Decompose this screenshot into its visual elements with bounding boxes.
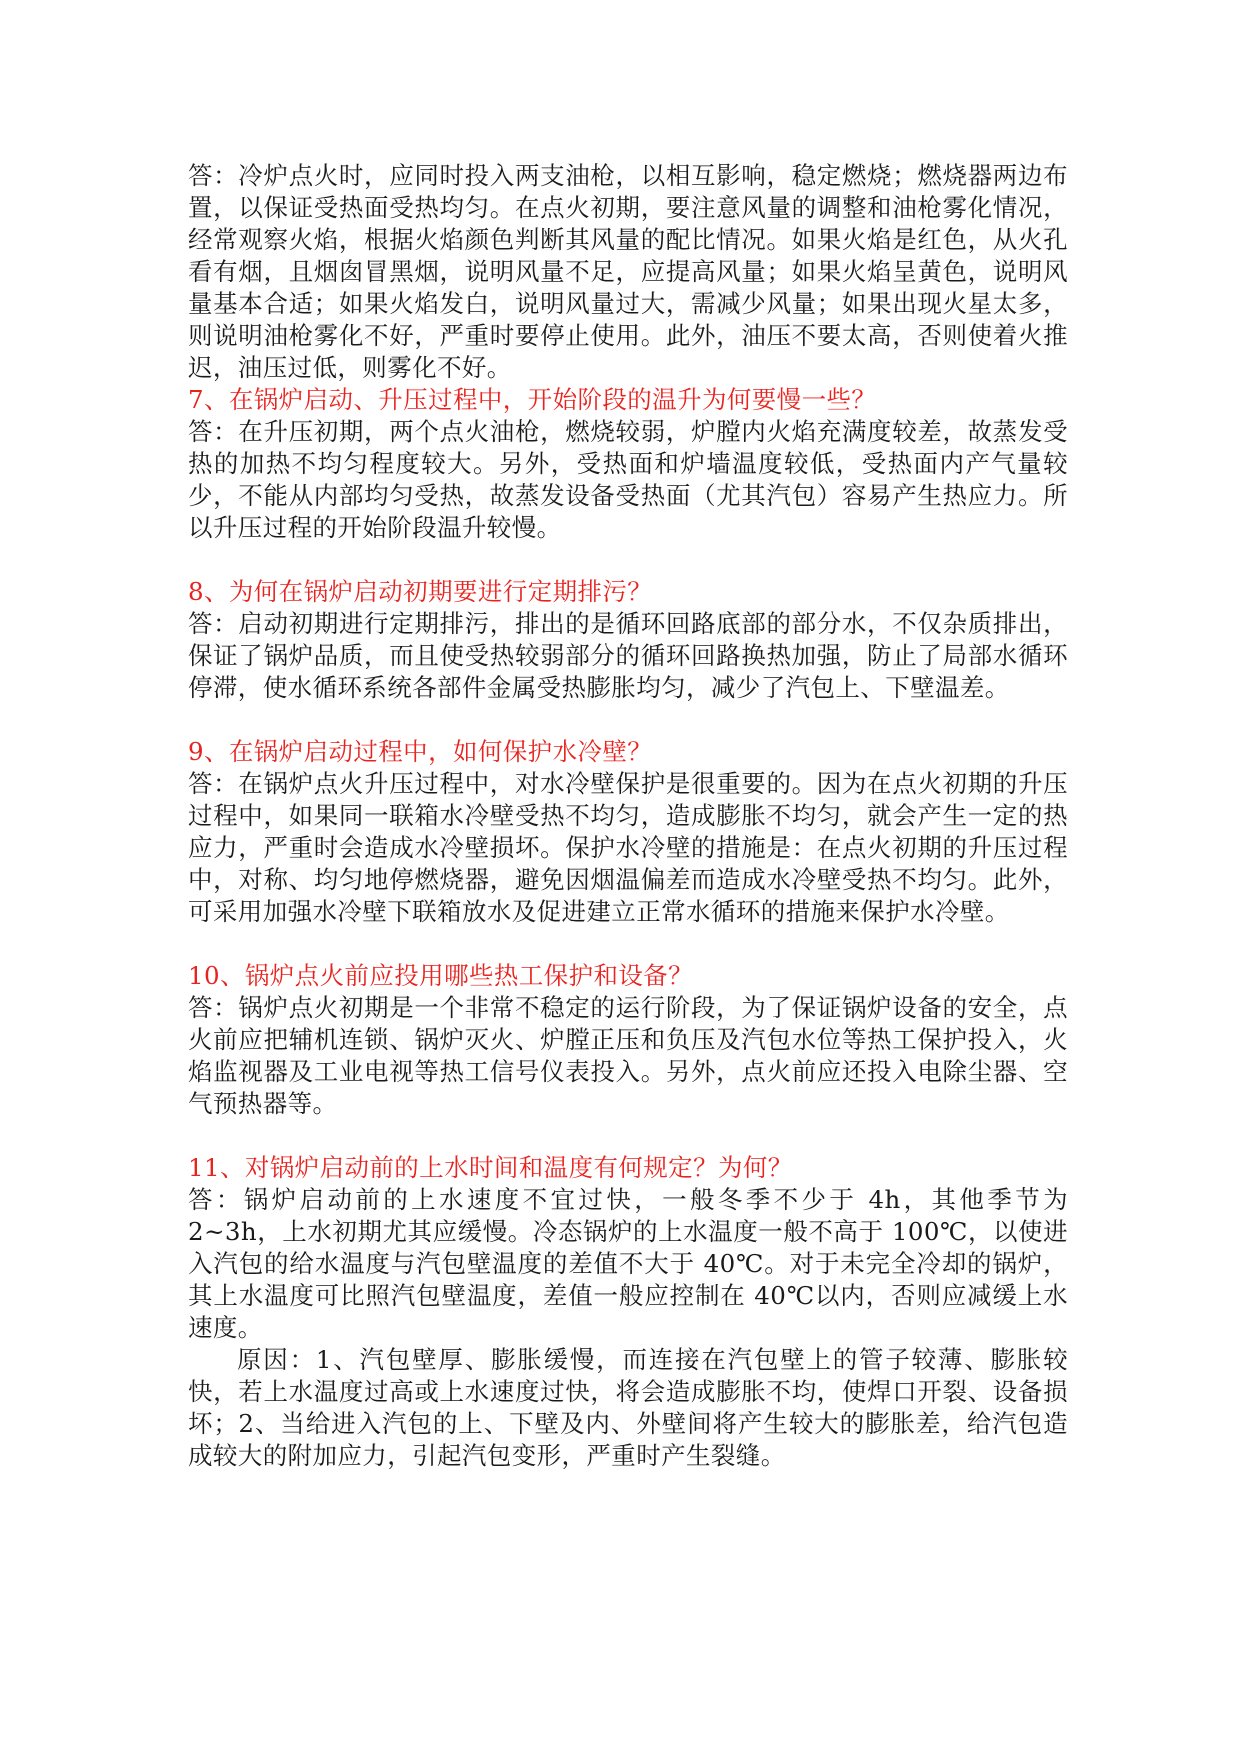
- paragraph-gap: [188, 1120, 1068, 1152]
- answer-11: 答：锅炉启动前的上水速度不宜过快，一般冬季不少于 4h，其他季节为 2~3h，上水初期尤其应缓慢。冷态锅炉的上水温度一般不高于 100℃，以使进入汽包的给水温度与汽包壁温度的差值不大于 40℃。对于未完全冷却的锅炉，其上水温度可比照汽包壁温度，差值一般应控制在 40℃以内，否则应减缓上水速度。: [188, 1185, 1068, 1342]
- reason-11: 原因：1、汽包壁厚、膨胀缓慢，而连接在汽包壁上的管子较薄、膨胀较快，若上水温度过高或上水速度过快，将会造成膨胀不均，使焊口开裂、设备损坏；2、当给进入汽包的上、下壁及内、外壁间将产生较大的膨胀差，给汽包造成较大的附加应力，引起汽包变形，严重时产生裂缝。: [188, 1345, 1068, 1470]
- paragraph-gap: [188, 544, 1068, 576]
- answer-9: 答：在锅炉点火升压过程中，对水冷壁保护是很重要的。因为在点火初期的升压过程中，如果同一联箱水冷壁受热不均匀，造成膨胀不均匀，就会产生一定的热应力，严重时会造成水冷壁损坏。保护水冷壁的措施是：在点火初期的升压过程中，对称、均匀地停燃烧器，避免因烟温偏差而造成水冷壁受热不均匀。此外，可采用加强水冷壁下联箱放水及促进建立正常水循环的措施来保护水冷壁。: [188, 769, 1068, 926]
- paragraph-gap: [188, 928, 1068, 960]
- question-11: 11、对锅炉启动前的上水时间和温度有何规定？为何？: [188, 1153, 793, 1182]
- question-9: 9、在锅炉启动过程中，如何保护水冷壁？: [188, 737, 653, 766]
- paragraph-gap: [188, 704, 1068, 736]
- answer-10: 答：锅炉点火初期是一个非常不稳定的运行阶段，为了保证锅炉设备的安全，点火前应把辅机连锁、锅炉灭火、炉膛正压和负压及汽包水位等热工保护投入，火焰监视器及工业电视等热工信号仪表投入。另外，点火前应还投入电除尘器、空气预热器等。: [188, 993, 1068, 1118]
- question-8: 8、为何在锅炉启动初期要进行定期排污？: [188, 577, 653, 606]
- question-10: 10、锅炉点火前应投用哪些热工保护和设备？: [188, 961, 694, 990]
- answer-8: 答：启动初期进行定期排污，排出的是循环回路底部的部分水，不仅杂质排出，保证了锅炉品质，而且使受热较弱部分的循环回路换热加强，防止了局部水循环停滞，使水循环系统各部件金属受热膨胀均匀，减少了汽包上、下壁温差。: [188, 609, 1068, 702]
- answer-6: 答：冷炉点火时，应同时投入两支油枪，以相互影响，稳定燃烧；燃烧器两边布置，以保证受热面受热均匀。在点火初期，要注意风量的调整和油枪雾化情况，经常观察火焰，根据火焰颜色判断其风量的配比情况。如果火焰是红色，从火孔看有烟，且烟囱冒黑烟，说明风量不足，应提高风量；如果火焰呈黄色，说明风量基本合适；如果火焰发白，说明风量过大，需减少风量；如果出现火星太多，则说明油枪雾化不好，严重时要停止使用。此外，油压不要太高，否则使着火推迟，油压过低，则雾化不好。: [188, 161, 1068, 382]
- answer-7: 答：在升压初期，两个点火油枪，燃烧较弱，炉膛内火焰充满度较差，故蒸发受热的加热不均匀程度较大。另外，受热面和炉墙温度较低，受热面内产气量较少，不能从内部均匀受热，故蒸发设备受热面（尤其汽包）容易产生热应力。所以升压过程的开始阶段温升较慢。: [188, 417, 1068, 542]
- question-7: 7、在锅炉启动、升压过程中，开始阶段的温升为何要慢一些？: [188, 385, 877, 414]
- document-page: [188, 160, 1068, 1472]
